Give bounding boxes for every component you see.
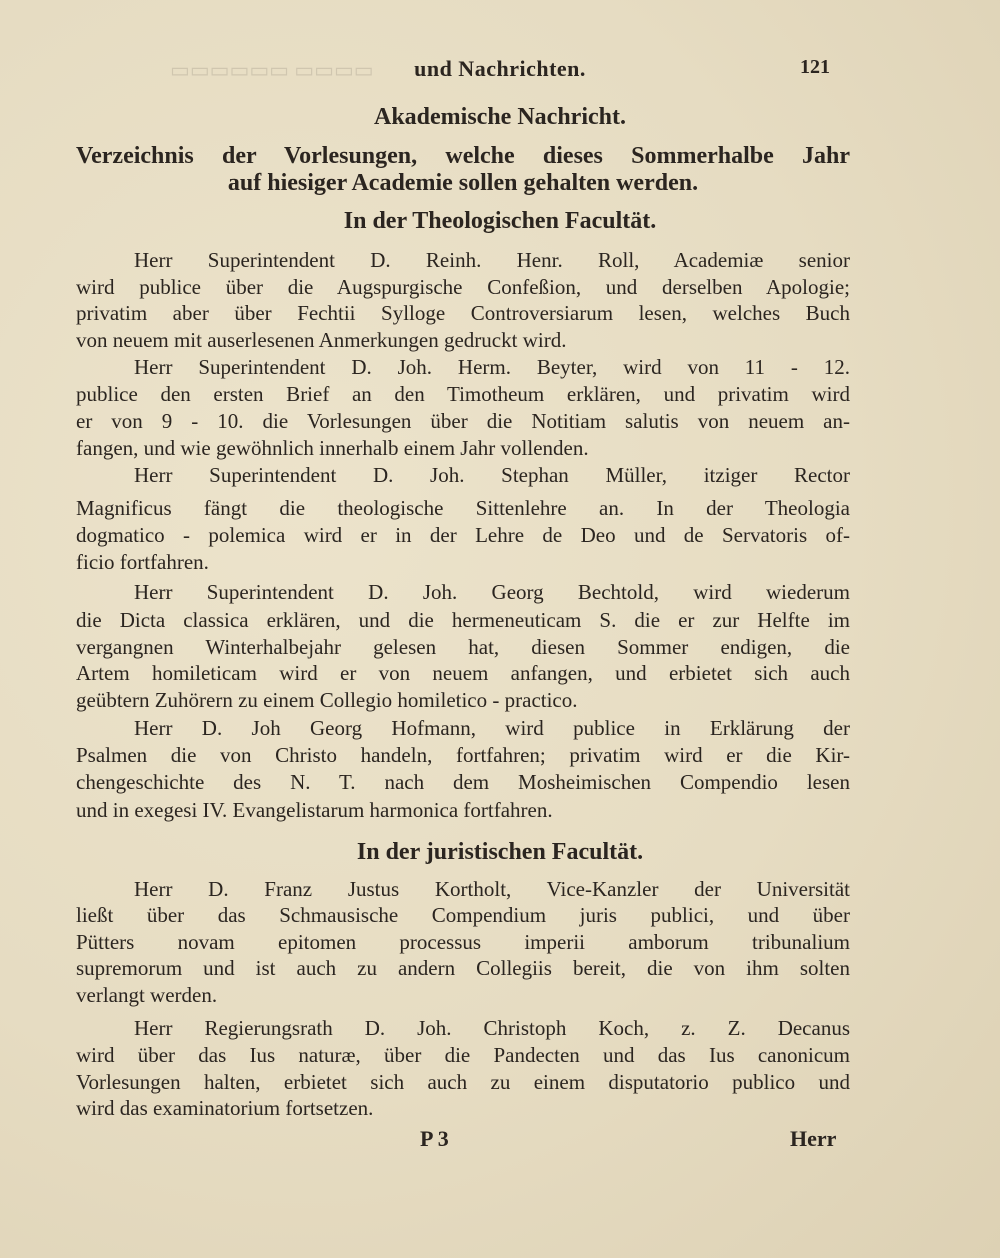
paragraph-line: Herr Superintendent D. Joh. Stephan Müller, itziger Rector xyxy=(134,463,850,487)
signature-mark: P 3 xyxy=(420,1126,449,1151)
paragraph-line: von neuem mit auserlesenen Anmerkungen gedruckt wird. xyxy=(76,328,567,352)
section-heading: In der Theologischen Facultät. xyxy=(343,208,657,234)
article-title: Akademische Nachricht. xyxy=(374,104,626,130)
section-heading: In der juristischen Facultät. xyxy=(356,839,644,865)
paragraph-line: Herr Superintendent D. Reinh. Henr. Roll, Academiæ senior xyxy=(134,248,850,272)
bleed-through-text: ▭▭▭▭ ▭▭▭▭▭▭ xyxy=(170,58,374,82)
paragraph-line: Psalmen die von Christo handeln, fortfahren; privatim wird er die Kir- xyxy=(76,743,850,767)
paragraph-line: publice den ersten Brief an den Timotheum erklären, und privatim wird xyxy=(76,382,850,406)
paragraph-line: Herr Regierungsrath D. Joh. Christoph Koch, z. Z. Decanus xyxy=(134,1016,850,1040)
paragraph-line: verlangt werden. xyxy=(76,983,218,1007)
paragraph-line: Herr Superintendent D. Joh. Georg Bechtold, wird wiederum xyxy=(134,580,850,604)
paragraph-line: Magnificus fängt die theologische Sittenlehre an. In der Theologia xyxy=(76,496,850,520)
page-number: 121 xyxy=(800,56,830,78)
paragraph-line: die Dicta classica erklären, und die hermeneuticam S. die er zur Helfte im xyxy=(76,608,850,632)
subtitle-line: auf hiesiger Academie sollen gehalten werden. xyxy=(227,170,699,196)
paragraph-line: ficio fortfahren. xyxy=(76,550,209,574)
paragraph-line: privatim aber über Fechtii Sylloge Controversiarum lesen, welches Buch xyxy=(76,301,850,325)
running-title: und Nachrichten. xyxy=(414,56,586,81)
paragraph-line: wird über das Ius naturæ, über die Pandecten und das Ius canonicum xyxy=(76,1043,850,1067)
paragraph-line: wird publice über die Augspurgische Confeßion, und derselben Apologie; xyxy=(76,275,850,299)
subtitle-line: Verzeichnis der Vorlesungen, welche dieses Sommerhalbe Jahr xyxy=(76,143,850,169)
catchword: Herr xyxy=(790,1126,837,1151)
paragraph-line: Artem homileticam wird er von neuem anfangen, und erbietet sich auch xyxy=(76,661,850,685)
paragraph-line: chengeschichte des N. T. nach dem Mosheimischen Compendio lesen xyxy=(76,770,850,794)
paragraph-line: fangen, und wie gewöhnlich innerhalb einem Jahr vollenden. xyxy=(76,436,589,460)
paragraph-line: er von 9 - 10. die Vorlesungen über die Notitiam salutis von neuem an- xyxy=(76,409,850,433)
paragraph-line: Herr D. Joh Georg Hofmann, wird publice in Erklärung der xyxy=(134,716,850,740)
paragraph-line: ließt über das Schmausische Compendium juris publici, und über xyxy=(76,903,850,927)
paragraph-line: dogmatico - polemica wird er in der Lehre de Deo und de Servatoris of- xyxy=(76,523,850,547)
paragraph-line: Herr Superintendent D. Joh. Herm. Beyter, wird von 11 - 12. xyxy=(134,355,850,379)
paragraph-line: geübtern Zuhörern zu einem Collegio homiletico - practico. xyxy=(76,688,578,712)
paragraph-line: und in exegesi IV. Evangelistarum harmonica fortfahren. xyxy=(76,798,553,822)
paragraph-line: vergangnen Winterhalbejahr gelesen hat, diesen Sommer endigen, die xyxy=(76,635,850,659)
paragraph-line: wird das examinatorium fortsetzen. xyxy=(76,1096,374,1120)
paragraph-line: Herr D. Franz Justus Kortholt, Vice-Kanzler der Universität xyxy=(134,877,850,901)
paragraph-line: Pütters novam epitomen processus imperii amborum tribunalium xyxy=(76,930,850,954)
paragraph-line: Vorlesungen halten, erbietet sich auch zu einem disputatorio publico und xyxy=(76,1070,850,1094)
paragraph-line: supremorum und ist auch zu andern Collegiis bereit, die von ihm solten xyxy=(76,956,850,980)
